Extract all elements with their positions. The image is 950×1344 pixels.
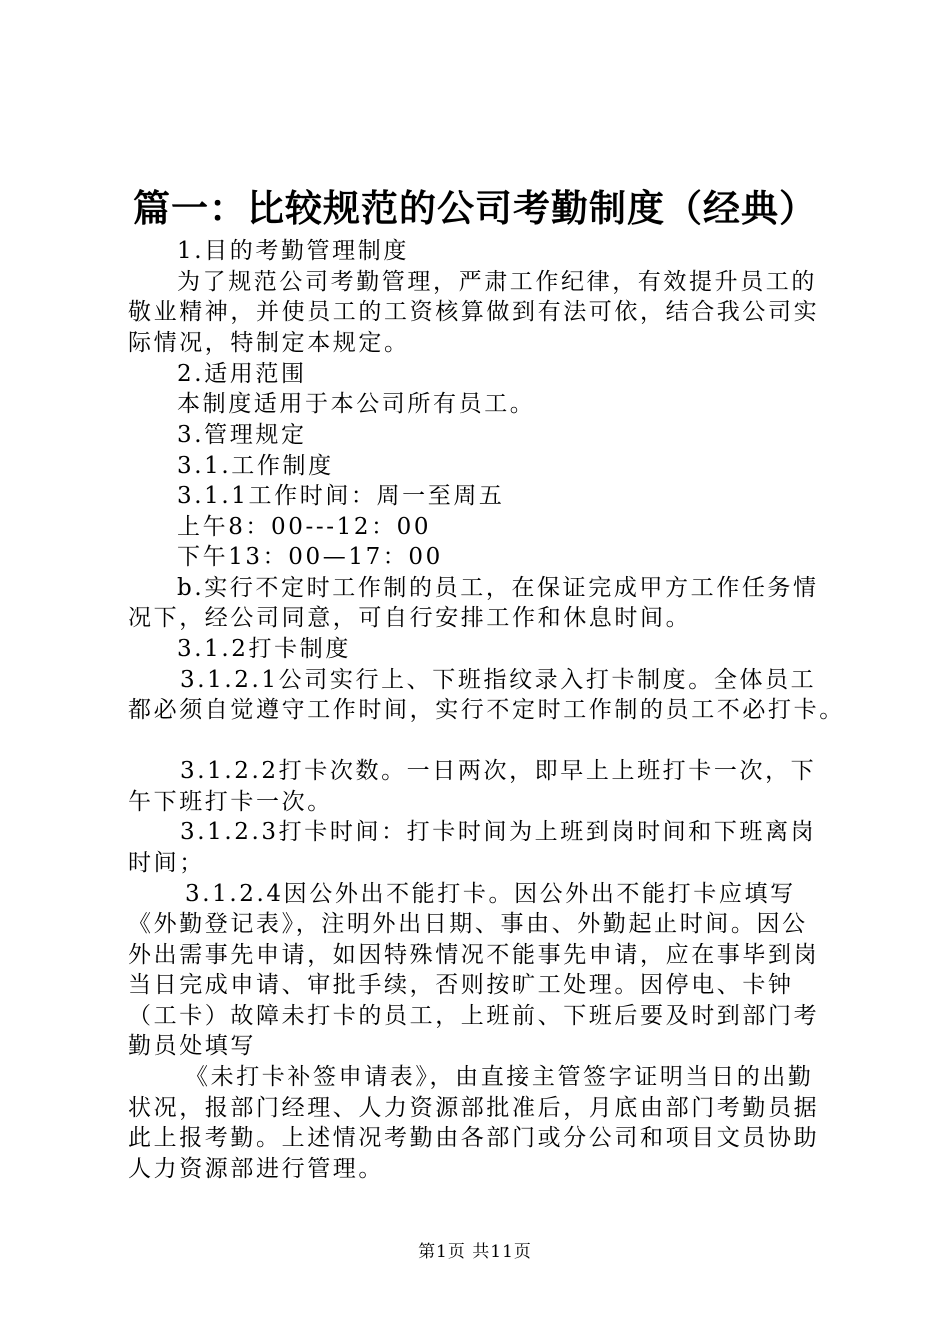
section-heading: 3.1.工作制度 [177, 453, 334, 479]
section-heading: 3.管理规定 [177, 422, 307, 448]
paragraph-line: 3.1.2.3打卡时间：打卡时间为上班到岗时间和下班离岗 [180, 819, 817, 845]
paragraph-line: （工卡）故障未打卡的员工，上班前、下班后要及时到部门考 [128, 1003, 820, 1029]
page-number-footer: 第1页 共11页 [418, 1242, 532, 1262]
section-heading: 1.目的考勤管理制度 [177, 238, 409, 264]
paragraph-line: 上午8：00---12：00 [177, 514, 432, 540]
paragraph-line: 际情况，特制定本规定。 [128, 330, 410, 356]
paragraph-line: 人力资源部进行管理。 [128, 1156, 384, 1182]
paragraph-line: 3.1.2.2打卡次数。一日两次，即早上上班打卡一次，下 [180, 758, 817, 784]
paragraph-line: 勤员处填写 [128, 1033, 256, 1059]
section-heading: 3.1.2打卡制度 [177, 636, 351, 662]
paragraph-line: 敬业精神，并使员工的工资核算做到有法可依，结合我公司实 [128, 299, 820, 325]
paragraph-line: 3.1.1工作时间：周一至周五 [177, 483, 505, 509]
paragraph-line: 《未打卡补签申请表》，由直接主管签字证明当日的出勤 [185, 1064, 814, 1090]
paragraph-line: b.实行不定时工作制的员工，在保证完成甲方工作任务情 [177, 575, 819, 601]
paragraph-line: 本制度适用于本公司所有员工。 [177, 391, 536, 417]
paragraph-line: 时间； [128, 850, 205, 876]
paragraph-line: 外出需事先申请，如因特殊情况不能事先申请，应在事毕到岗 [128, 942, 820, 968]
paragraph-line: 况下，经公司同意，可自行安排工作和休息时间。 [128, 605, 692, 631]
document-title: 篇一：比较规范的公司考勤制度（经典） [133, 186, 817, 230]
paragraph-line: 3.1.2.1公司实行上、下班指纹录入打卡制度。全体员工 [180, 667, 817, 693]
paragraph-line: 此上报考勤。上述情况考勤由各部门或分公司和项目文员协助 [128, 1125, 820, 1151]
paragraph-line: 下午13：00—17：00 [177, 544, 443, 570]
paragraph-line: 3.1.2.4因公外出不能打卡。因公外出不能打卡应填写 [185, 881, 796, 907]
paragraph-line: 当日完成申请、审批手续，否则按旷工处理。因停电、卡钟 [128, 972, 794, 998]
paragraph-line: 午下班打卡一次。 [128, 789, 333, 815]
section-heading: 2.适用范围 [177, 361, 307, 387]
paragraph-line: 为了规范公司考勤管理，严肃工作纪律，有效提升员工的 [177, 269, 817, 295]
paragraph-line: 《外勤登记表》，注明外出日期、事由、外勤起止时间。因公 [128, 911, 808, 937]
paragraph-line: 状况，报部门经理、人力资源部批准后，月底由部门考勤员据 [128, 1095, 820, 1121]
paragraph-line: 都必须自觉遵守工作时间，实行不定时工作制的员工不必打卡。 [128, 697, 845, 723]
